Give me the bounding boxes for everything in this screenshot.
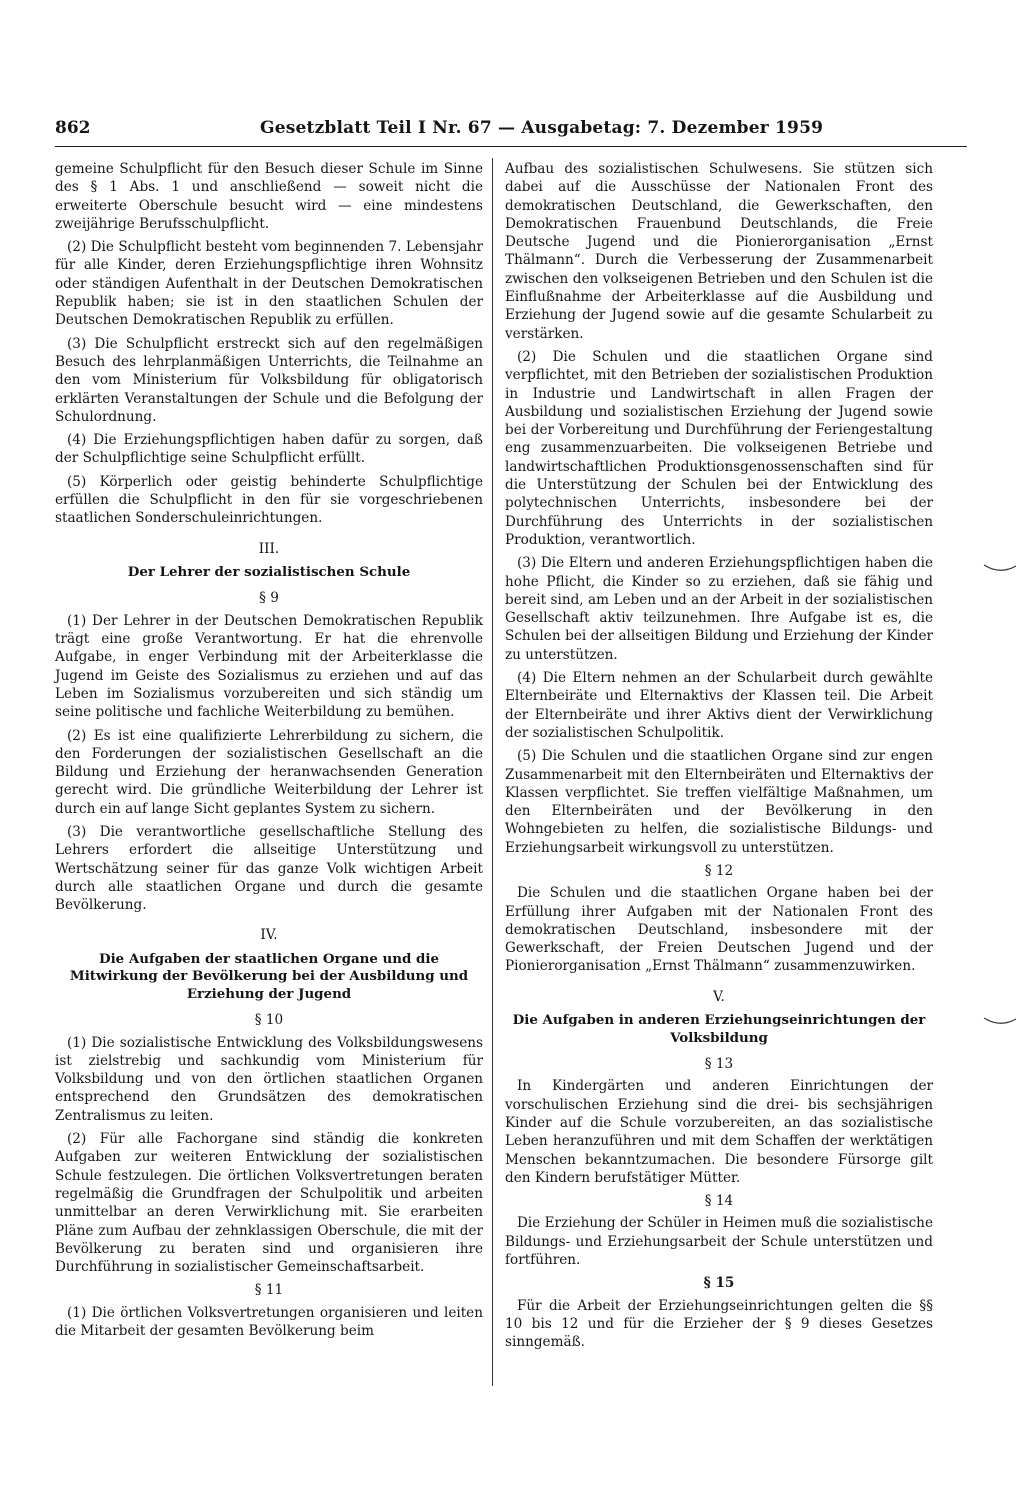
paragraph: gemeine Schulpflicht für den Besuch dieser Schule im Sinne des § 1 Abs. 1 und anschließend — soweit nicht die erweiterte Oberschule besucht wird — eine mindestens zweijährige Berufsschulpflicht.: [55, 161, 483, 232]
paragraph: In Kindergärten und anderen Einrichtungen der vorschulischen Erziehung sind die drei- bis sechsjährigen Kinder auf die Schule vorzubereiten, an das sozialistische Leben heranzuführen und mit dem Schaffen der werktätigen Menschen bekanntzumachen. Die besondere Fürsorge gilt den Kindern berufstätiger Mütter.: [505, 1078, 933, 1186]
column-divider: [492, 158, 493, 1386]
paragraph-number: § 14: [704, 1193, 734, 1210]
paragraph-number: § 13: [704, 1056, 734, 1073]
paragraph-number: § 12: [704, 862, 734, 879]
section-heading: Die Aufgaben in anderen Erziehungseinrichtungen der Volksbildung: [512, 1012, 926, 1046]
paragraph-number: § 11: [254, 1282, 284, 1299]
page-number: 862: [55, 118, 91, 138]
left-column: [55, 160, 483, 1345]
page-header: [55, 118, 967, 148]
paragraph: (4) Die Eltern nehmen an der Schularbeit durch gewählte Elternbeiräte und Elternaktivs der Klassen teil. Die Arbeit der Elternbeiräte und ihrer Aktivs dient der Verwirklichung der sozialistischen Schulpolitik.: [505, 670, 933, 741]
section-number: V.: [713, 988, 725, 1005]
paragraph: (1) Die örtlichen Volksvertretungen organisieren und leiten die Mitarbeit der gesamten Bevölkerung beim: [55, 1304, 483, 1340]
paragraph: (1) Die sozialistische Entwicklung des Volksbildungswesens ist zielstrebig und sachkundig vom Ministerium für Volksbildung und von den örtlichen staatlichen Organen entsprechend den Grundsätzen des demokratischen Zentralismus zu leiten.: [55, 1034, 483, 1124]
paragraph: (3) Die Eltern und anderen Erziehungspflichtigen haben die hohe Pflicht, die Kinder so zu erziehen, daß sie fähig und bereit sind, am Leben und an der Arbeit in der sozialistischen Gesellschaft aktiv teilzunehmen. Ihre Aufgabe ist es, die Schulen bei der allseitigen Bildung und Erziehung der Kinder zu unterstützen.: [505, 555, 933, 663]
section-heading: Der Lehrer der sozialistischen Schule: [127, 563, 411, 580]
paragraph: Für die Arbeit der Erziehungseinrichtungen gelten die §§ 10 bis 12 und für die Erzieher der § 9 dieses Gesetzes sinngemäß.: [505, 1297, 933, 1351]
paragraph: (2) Die Schulen und die staatlichen Organe sind verpflichtet, mit den Betrieben der sozialistischen Produktion in Industrie und Landwirtschaft in allen Fragen der Ausbildung und sozialistischen Erziehung der Jugend sowie bei der Vorbereitung und Durchführung der Feriengestaltung eng zusammenzuarbeiten. Die volkseigenen Betriebe und landwirtschaftlichen Produktionsgenossenschaften sind für die Unterstützung der Schulen bei der Entwicklung des polytechnischen Unterrichts, insbesondere bei der Durchführung des Unterrichts in der sozialistischen Produktion, verantwortlich.: [505, 348, 933, 548]
paragraph: (2) Die Schulpflicht besteht vom beginnenden 7. Lebensjahr für alle Kinder, deren Erziehungspflichtige ihren Wohnsitz oder ständigen Aufenthalt in der Deutschen Demokratischen Republik haben; sie ist in den staatlichen Schulen der Deutschen Demokratischen Republik zu erfüllen.: [55, 239, 483, 329]
header-rule: [55, 146, 967, 147]
paragraph: (1) Der Lehrer in der Deutschen Demokratischen Republik trägt eine große Verantwortung. Er hat die ehrenvolle Aufgabe, in enger Verbindung mit der Arbeiterklasse die Jugend im Geiste des Sozialismus zu erziehen und auf das Leben im Sozialismus vorzubereiten und sich ständig um seine politische und fachliche Weiterbildung zu bemühen.: [55, 612, 483, 721]
paragraph-number: § 10: [254, 1012, 284, 1029]
paragraph: Die Erziehung der Schüler in Heimen muß die sozialistische Bildungs- und Erziehungsarbeit der Schule unterstützen und fortführen.: [505, 1215, 933, 1269]
section-heading: Die Aufgaben der staatlichen Organe und die Mitwirkung der Bevölkerung bei der Ausbildung und Erziehung der Jugend: [69, 950, 469, 1002]
margin-mark-icon: [983, 563, 1017, 573]
paragraph-number: § 15: [703, 1275, 735, 1292]
paragraph: Aufbau des sozialistischen Schulwesens. Sie stützen sich dabei auf die Ausschüsse der Nationalen Front des demokratischen Deutschland, die Gewerkschaften, den Demokratischen Frauenbund Deutschlands, die Freie Deutsche Jugend und die Pionierorganisation „Ernst Thälmann“. Durch die Verbesserung der Zusammenarbeit zwischen den volkseigenen Betrieben und den Schulen ist die Einflußnahme der Arbeiterklasse auf die Ausbildung und Erziehung der Jugend sowie auf die gesamte Schularbeit zu verstärken.: [505, 161, 933, 342]
margin-mark-icon: [983, 1016, 1017, 1026]
section-number: III.: [258, 540, 280, 557]
section-number: IV.: [260, 927, 278, 944]
paragraph: (3) Die verantwortliche gesellschaftliche Stellung des Lehrers erfordert die allseitige Unterstützung und Wertschätzung seiner für das ganze Volk wichtigen Arbeit durch alle staatlichen Organe und durch die gesamte Bevölkerung.: [55, 824, 483, 914]
paragraph: (2) Es ist eine qualifizierte Lehrerbildung zu sichern, die den Forderungen der sozialistischen Gesellschaft an die Bildung und Erziehung der heranwachsenden Generation gerecht wird. Die gründliche Weiterbildung der Lehrer ist durch ein auf lange Sicht geplantes System zu sichern.: [55, 727, 483, 817]
paragraph: (4) Die Erziehungspflichtigen haben dafür zu sorgen, daß der Schulpflichtige seine Schulpflicht erfüllt.: [55, 432, 483, 467]
right-column: [505, 160, 933, 1357]
paragraph: Die Schulen und die staatlichen Organe haben bei der Erfüllung ihrer Aufgaben mit der Nationalen Front des demokratischen Deutschland, insbesondere mit der Gewerkschaft, der Freien Deutschen Jugend und der Pionierorganisation „Ernst Thälmann“ zusammenzuwirken.: [505, 885, 933, 975]
paragraph-number: § 9: [259, 590, 279, 607]
gazette-title: Gesetzblatt Teil I Nr. 67 — Ausgabetag: 7. Dezember 1959: [260, 118, 824, 138]
paragraph: (5) Die Schulen und die staatlichen Organe sind zur engen Zusammenarbeit mit den Elternbeiräten und Elternaktivs der Klassen verpflichtet. Sie treffen vielfältige Maßnahmen, um den Elternbeiräten und der Bevölkerung in den Wohngebieten zu helfen, die sozialistische Bildungs- und Erziehungsarbeit wirkungsvoll zu unterstützen.: [505, 748, 933, 856]
paragraph: (3) Die Schulpflicht erstreckt sich auf den regelmäßigen Besuch des lehrplanmäßigen Unterrichts, die Teilnahme an den vom Ministerium für Volksbildung für obligatorisch erklärten Veranstaltungen der Schule und die Befolgung der Schulordnung.: [55, 335, 483, 425]
paragraph: (2) Für alle Fachorgane sind ständig die konkreten Aufgaben zur weiteren Entwicklung der sozialistischen Schule festzulegen. Die örtlichen Volksvertretungen beraten regelmäßig die Grundfragen der Schulpolitik und arbeiten unmittelbar an deren Verwirklichung mit. Sie erarbeiten Pläne zum Aufbau der zehnklassigen Oberschule, die mit der Bevölkerung zu beraten sind und organisieren ihre Durchführung in sozialistischer Gemeinschaftsarbeit.: [55, 1131, 483, 1276]
paragraph: (5) Körperlich oder geistig behinderte Schulpflichtige erfüllen die Schulpflicht in den für sie vorgeschriebenen staatlichen Sonderschuleinrichtungen.: [55, 473, 483, 527]
